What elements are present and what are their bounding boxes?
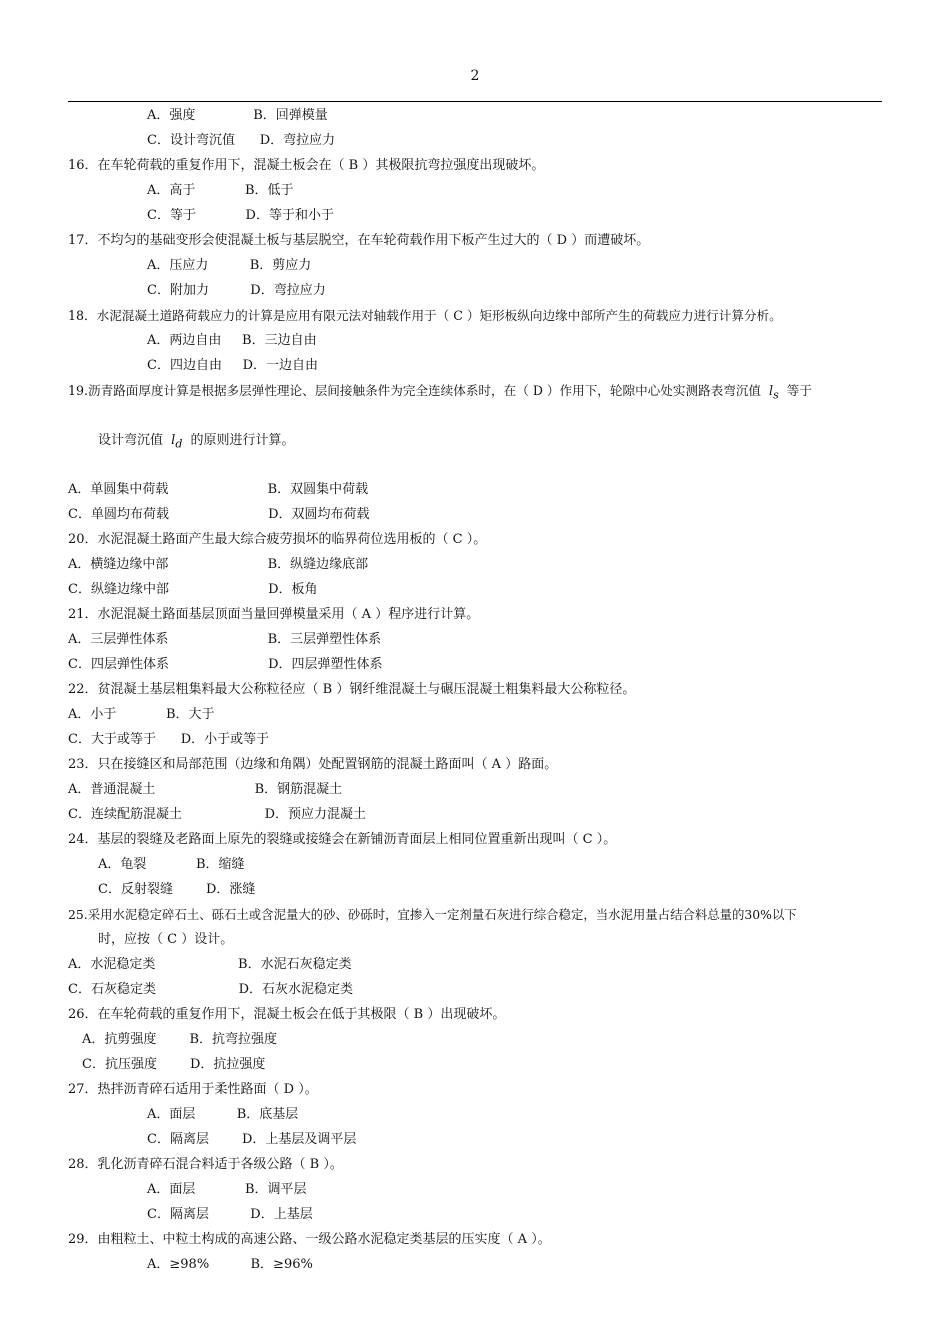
question-23: 23．只在接缝区和局部范围（边缘和角隅）处配置钢筋的混凝土路面叫（ A ）路面。 — [68, 757, 558, 772]
symbol-ld: $l_d$ — [171, 433, 183, 451]
question-25: 25.采用水泥稳定碎石土、砾石土或含泥量大的砂、砂砾时，宜掺入一定剂量石灰进行综合稳定，当水泥用量占结合料总量的30%以下 — [68, 907, 797, 922]
option-line: A．横缝边缘中部 B．纵缝边缘底部 — [68, 557, 369, 572]
option-line: A．≥98% B．≥96% — [147, 1257, 313, 1272]
question-21: 21．水泥混凝土路面基层顶面当量回弹模量采用（ A ）程序进行计算。 — [68, 607, 480, 622]
option-line: A．三层弹性体系 B．三层弹塑性体系 — [68, 632, 382, 647]
option-line: C．抗压强度 D．抗拉强度 — [82, 1057, 266, 1072]
option-line: C．石灰稳定类 D．石灰水泥稳定类 — [68, 982, 354, 997]
option-line: C．反射裂缝 D．涨缝 — [98, 882, 256, 897]
option-line: C．四边自由 D．一边自由 — [147, 358, 319, 373]
question-19-tail: 等于 — [786, 383, 812, 398]
option-line: C．等于 D．等于和小于 — [147, 208, 334, 223]
option-line: A．高于 B．低于 — [147, 183, 294, 198]
option-line: A．龟裂 B．缩缝 — [98, 857, 245, 872]
option-line: A．单圆集中荷载 B．双圆集中荷载 — [68, 482, 369, 497]
option-line: C．隔离层 D．上基层 — [147, 1207, 313, 1222]
option-line: A．强度 B．回弹模量 — [147, 108, 328, 123]
question-18: 18．水泥混凝土道路荷载应力的计算是应用有限元法对轴载作用于（ C ）矩形板纵向边缘中部所产生的荷载应力进行计算分析。 — [68, 308, 782, 323]
option-line: C．附加力 D．弯拉应力 — [147, 283, 326, 298]
option-line: C．隔离层 D．上基层及调平层 — [147, 1132, 357, 1147]
question-24: 24．基层的裂缝及老路面上原先的裂缝或接缝会在新铺沥青面层上相同位置重新出现叫（ C ）。 — [68, 832, 617, 847]
question-19-text: 19.沥青路面厚度计算是根据多层弹性理论、层间接触条件为完全连续体系时，在（ D ）作用下，轮隙中心处实测路表弯沉值 — [68, 383, 762, 398]
option-line: C．连续配筋混凝土 D．预应力混凝土 — [68, 807, 367, 822]
option-line: A．两边自由 B．三边自由 — [147, 333, 317, 348]
option-line: C．纵缝边缘中部 D．板角 — [68, 582, 318, 597]
question-17: 17．不均匀的基础变形会使混凝土板与基层脱空，在车轮荷载作用下板产生过大的（ D ）而遭破坏。 — [68, 233, 650, 248]
question-16: 16．在车轮荷载的重复作用下，混凝土板会在（ B ）其极限抗弯拉强度出现破坏。 — [68, 158, 545, 173]
page-number: 2 — [470, 68, 480, 84]
option-line: A．水泥稳定类 B．水泥石灰稳定类 — [68, 957, 352, 972]
option-line: C．大于或等于 D．小于或等于 — [68, 732, 270, 747]
header-rule — [68, 101, 882, 102]
option-line: A．抗剪强度 B．抗弯拉强度 — [82, 1032, 278, 1047]
option-line: C．四层弹性体系 D．四层弹塑性体系 — [68, 657, 383, 672]
question-19 — [68, 382, 812, 405]
option-line: A．压应力 B．剪应力 — [147, 258, 312, 273]
question-20: 20．水泥混凝土路面产生最大综合疲劳损坏的临界荷位选用板的（ C ）。 — [68, 532, 487, 547]
symbol-ls: $l_s$ — [769, 383, 779, 402]
option-line: A．普通混凝土 B．钢筋混凝土 — [68, 782, 343, 797]
question-28: 28．乳化沥青碎石混合料适于各级公路（ B ）。 — [68, 1157, 343, 1172]
question-27: 27．热拌沥青碎石适用于柔性路面（ D ）。 — [68, 1082, 318, 1097]
option-line: C．单圆均布荷载 D．双圆均布荷载 — [68, 507, 370, 522]
question-29: 29．由粗粒土、中粒土构成的高速公路、一级公路水泥稳定类基层的压实度（ A ）。 — [68, 1232, 551, 1247]
option-line: A．面层 B．底基层 — [147, 1107, 299, 1122]
option-line: A．小于 B．大于 — [68, 707, 215, 722]
question-25-continuation: 时，应按（ C ）设计。 — [98, 932, 234, 947]
question-19-continuation: 设计弯沉值 $l_d$ 的原则进行计算。 — [98, 433, 295, 451]
question-22: 22．贫混凝土基层粗集料最大公称粒径应（ B ）钢纤维混凝土与碾压混凝土粗集料最大公称粒径。 — [68, 682, 636, 697]
option-line: C．设计弯沉值 D．弯拉应力 — [147, 133, 336, 148]
option-line: A．面层 B．调平层 — [147, 1182, 307, 1197]
question-26: 26．在车轮荷载的重复作用下，混凝土板会在低于其极限（ B ）出现破坏。 — [68, 1007, 506, 1022]
